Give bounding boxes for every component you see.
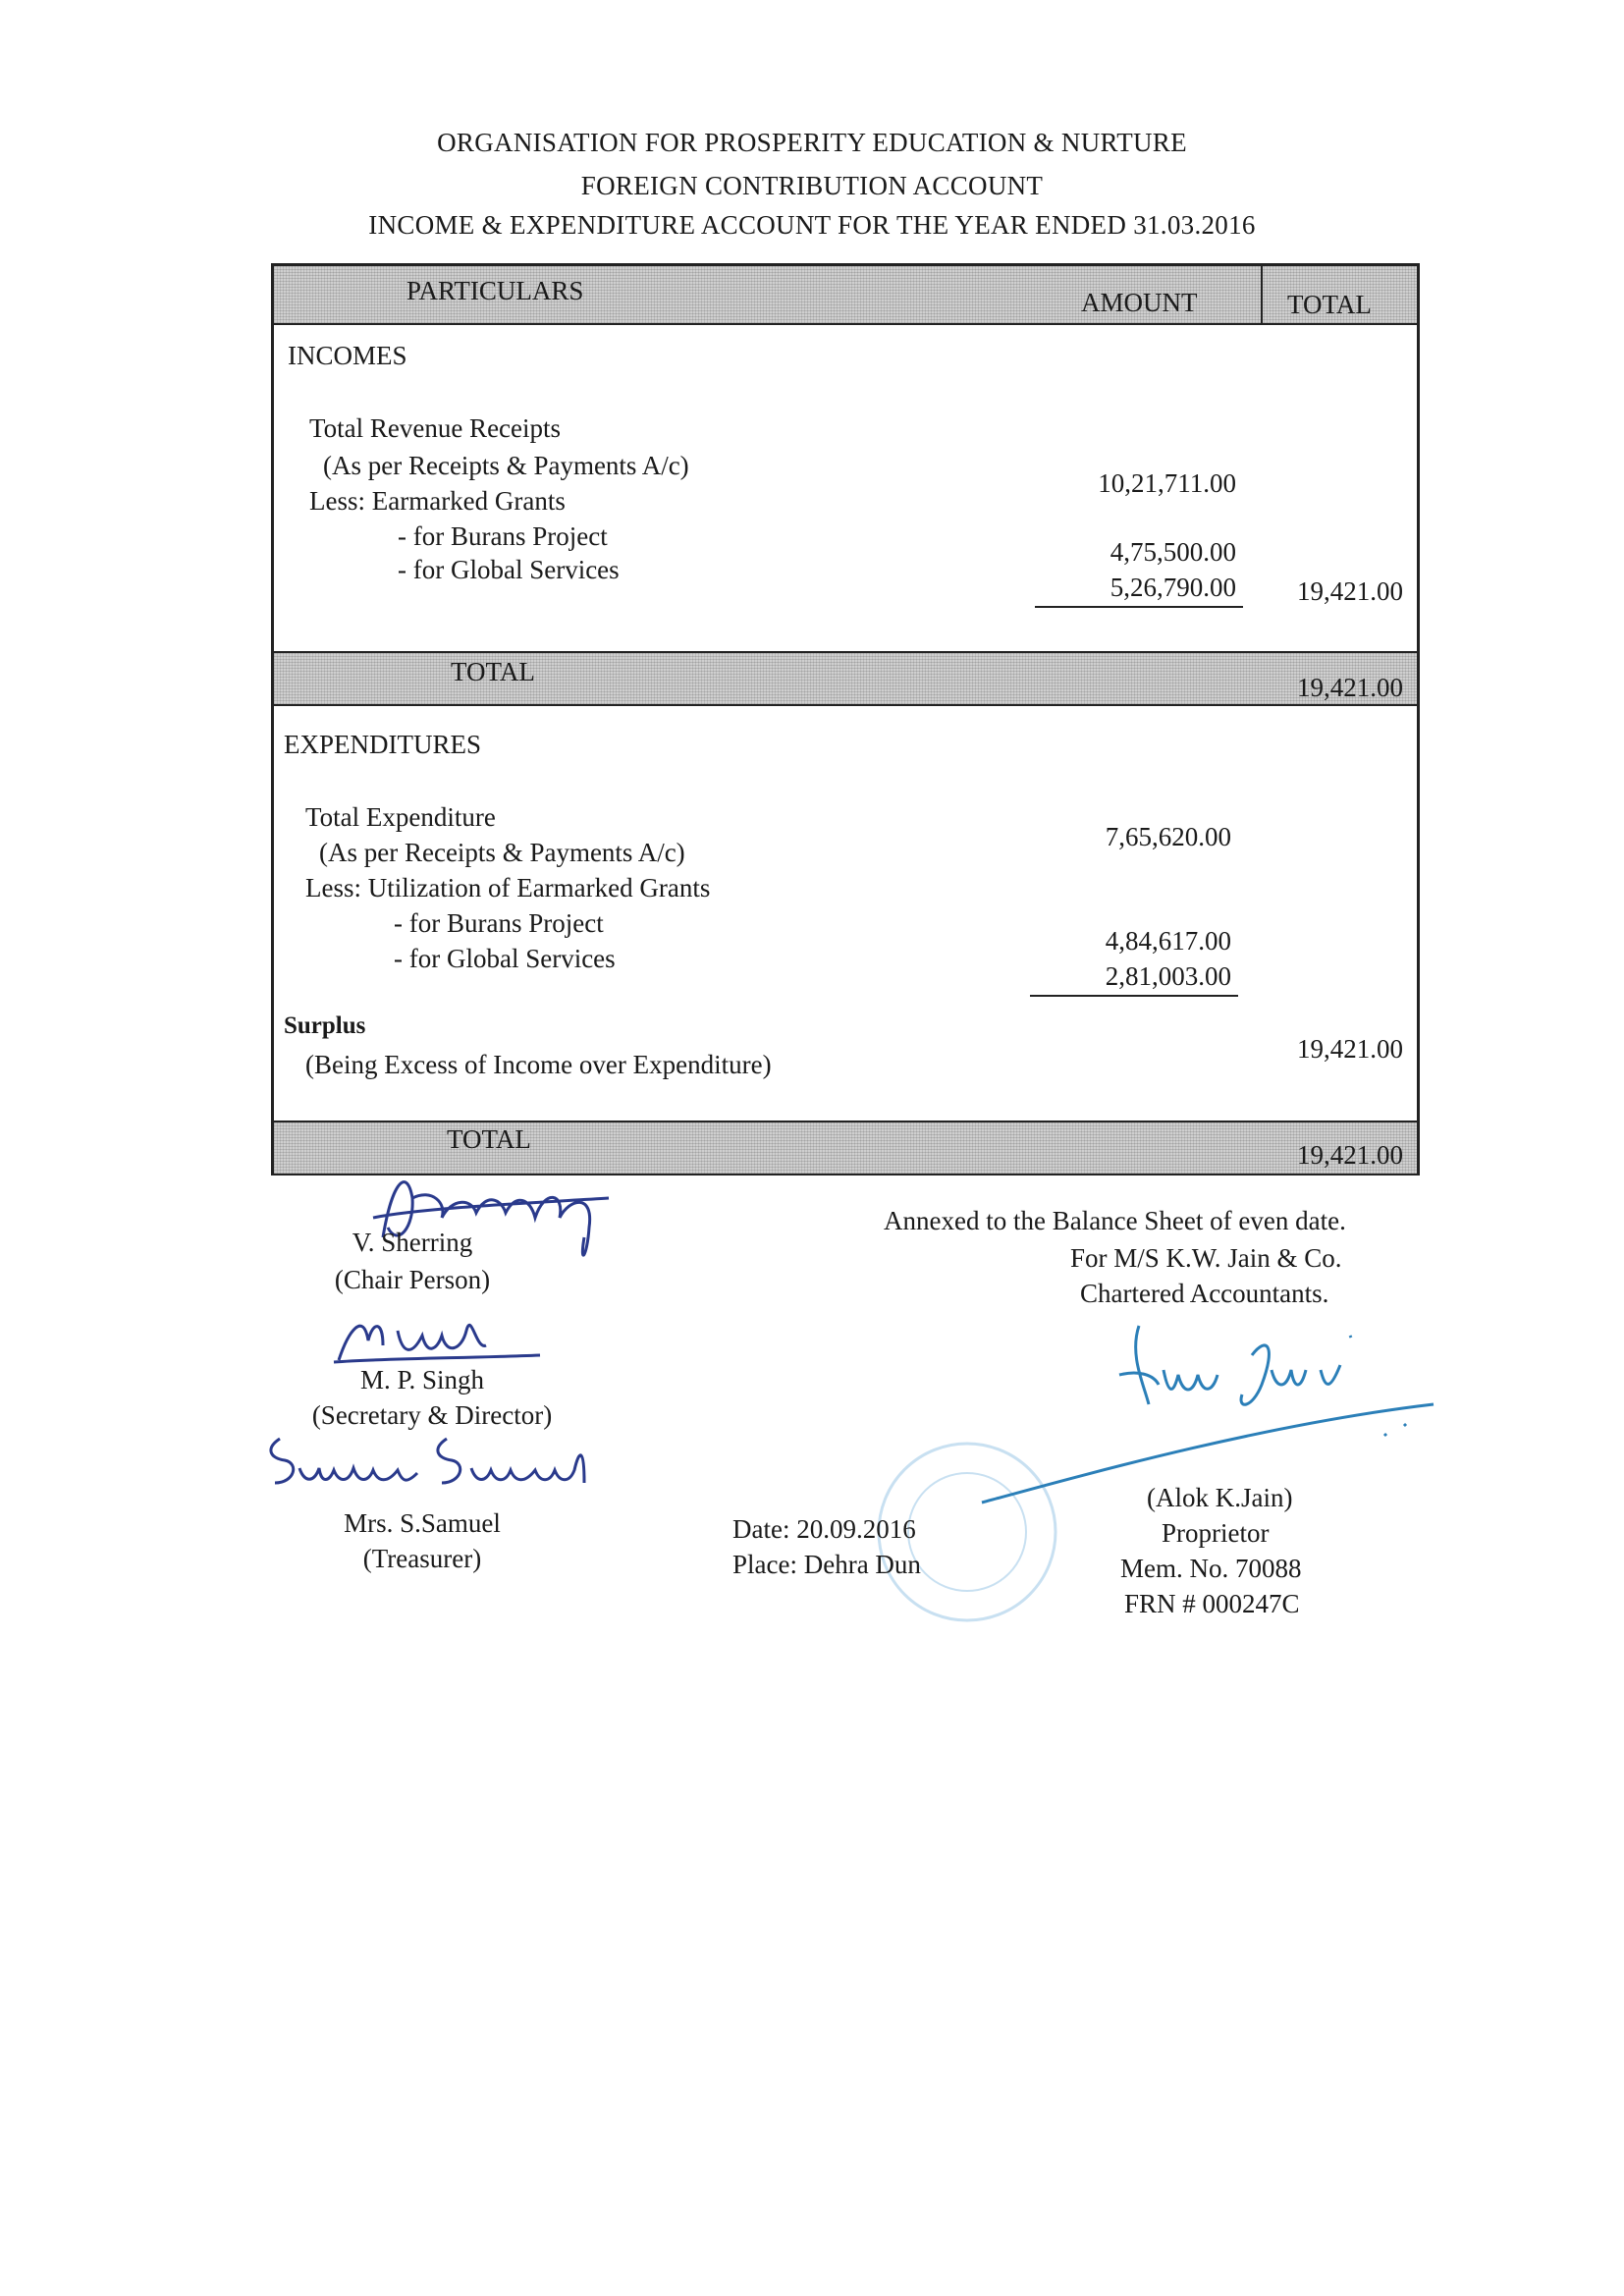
surplus-note: (Being Excess of Income over Expenditure) [305, 1050, 772, 1079]
treasurer-signature [260, 1429, 653, 1507]
expenditure-line: (As per Receipts & Payments A/c) [319, 838, 685, 867]
annex-note: Annexed to the Balance Sheet of even date. [884, 1206, 1346, 1235]
col-particulars-header: PARTICULARS [406, 276, 584, 305]
auditor-firm: For M/S K.W. Jain & Co. [1070, 1243, 1342, 1273]
account-name: FOREIGN CONTRIBUTION ACCOUNT [580, 171, 1044, 200]
expenditure-line: - for Global Services [394, 944, 616, 973]
income-line: Total Revenue Receipts [309, 413, 562, 443]
total-value: 19,421.00 [1297, 1140, 1403, 1170]
auditor-firm-type: Chartered Accountants. [1080, 1279, 1329, 1308]
total-label: TOTAL [451, 657, 535, 686]
secretary-role: (Secretary & Director) [311, 1400, 553, 1430]
secretary-name: M. P. Singh [359, 1365, 485, 1394]
auditor-title: Proprietor [1162, 1518, 1270, 1548]
expenditure-amount: 7,65,620.00 [1105, 822, 1231, 851]
surplus-value: 19,421.00 [1297, 1034, 1403, 1064]
income-line: - for Global Services [398, 555, 620, 584]
treasurer-name: Mrs. S.Samuel [344, 1508, 501, 1538]
income-total: 19,421.00 [1297, 576, 1403, 606]
expenditure-amount: 4,84,617.00 [1105, 926, 1231, 956]
col-total-header: TOTAL [1287, 290, 1372, 319]
income-amount: 5,26,790.00 [1110, 573, 1236, 602]
income-amount: 4,75,500.00 [1110, 537, 1236, 567]
income-line: - for Burans Project [398, 521, 608, 551]
treasurer-role: (Treasurer) [362, 1544, 482, 1573]
income-amount: 10,21,711.00 [1098, 468, 1236, 498]
expenditure-line: - for Burans Project [394, 908, 604, 938]
expenditure-line: Less: Utilization of Earmarked Grants [305, 873, 711, 902]
auditor-name: (Alok K.Jain) [1147, 1483, 1293, 1512]
col-amount-header: AMOUNT [1081, 288, 1198, 317]
place-text: Place: Dehra Dun [732, 1550, 921, 1579]
surplus-label: Surplus [284, 1012, 366, 1039]
chair-role: (Chair Person) [334, 1265, 491, 1294]
date-text: Date: 20.09.2016 [732, 1514, 916, 1544]
expenditure-amount: 2,81,003.00 [1105, 961, 1231, 991]
column-separator [1261, 266, 1263, 323]
income-line: Less: Earmarked Grants [309, 486, 566, 516]
auditor-membership: Mem. No. 70088 [1120, 1554, 1302, 1583]
organisation-name: ORGANISATION FOR PROSPERITY EDUCATION & NURTURE [437, 128, 1187, 157]
incomes-heading: INCOMES [288, 341, 407, 370]
expenditures-heading: EXPENDITURES [284, 730, 481, 759]
chair-name: V. Sherring [352, 1228, 473, 1257]
total-value: 19,421.00 [1297, 673, 1403, 702]
expenditure-line: Total Expenditure [305, 802, 496, 832]
total-label: TOTAL [447, 1124, 531, 1154]
amount-underline [1030, 995, 1238, 997]
income-line: (As per Receipts & Payments A/c) [323, 451, 689, 480]
statement-title: INCOME & EXPENDITURE ACCOUNT FOR THE YEAR ENDED 31.03.2016 [368, 210, 1256, 240]
auditor-frn: FRN # 000247C [1124, 1589, 1300, 1618]
income-expenditure-table [271, 263, 1420, 1175]
